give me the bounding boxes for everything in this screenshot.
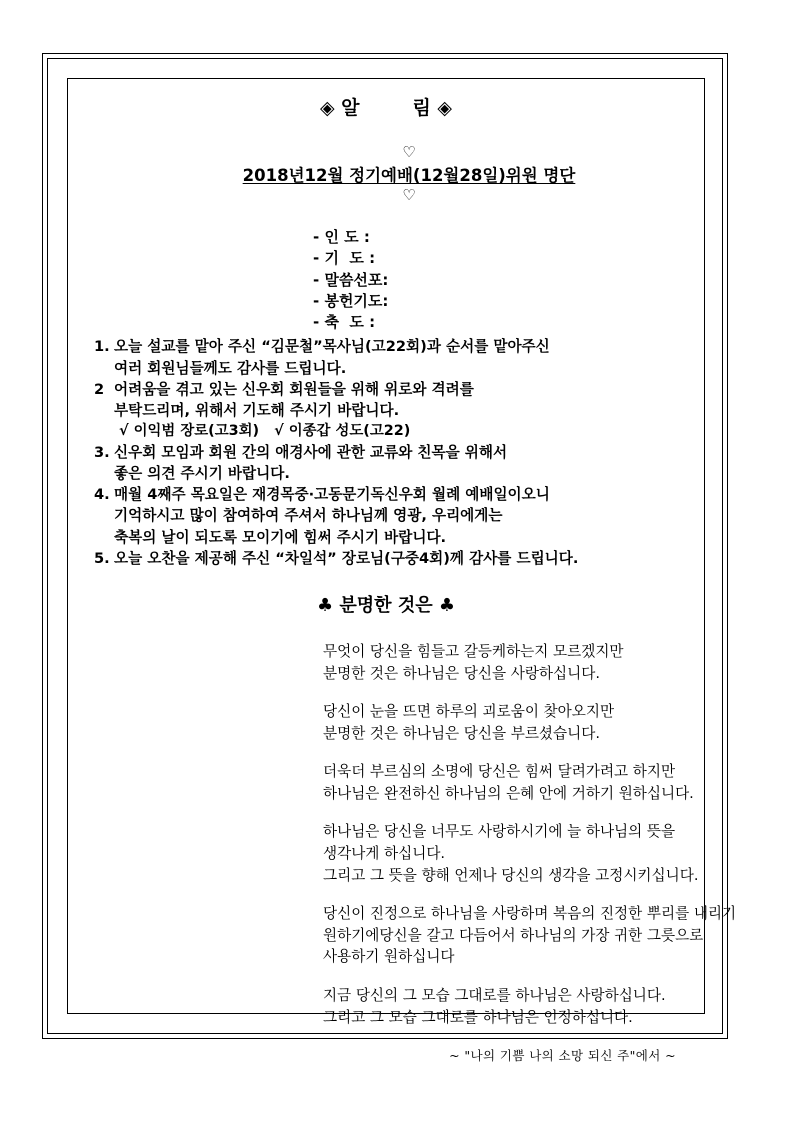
note-first-line — [94, 442, 694, 463]
poem-line: 원하기에당신을 갈고 다듬어서 하나님의 가장 귀한 그릇으로 — [323, 926, 704, 944]
note-item — [94, 442, 694, 484]
poem-line: 무엇이 당신을 힘들고 갈등케하는지 모르겠지만 — [323, 642, 624, 660]
notice-title: ◈ 알 림 ◈ — [319, 97, 453, 119]
notes-list — [78, 336, 694, 568]
poem-stanza — [323, 985, 694, 1028]
note-marker: 1. — [94, 338, 110, 356]
poem-line: 생각나게 하십니다. — [323, 845, 446, 863]
poem-line: 당신이 눈을 뜨면 하루의 괴로움이 찾아오지만 — [323, 703, 615, 721]
note-first-line — [94, 548, 694, 569]
poem-line: 그리고 그 모습 그대로를 하나님은 인정하십니다. — [323, 1008, 633, 1026]
note-item — [94, 379, 694, 442]
poem-line: 하나님은 완전하신 하나님의 은혜 안에 거하기 원하십니다. — [323, 784, 694, 802]
note-item — [94, 548, 694, 569]
document-content — [68, 79, 737, 1064]
poem-heading: ♣ 분명한 것은 ♣ — [316, 594, 455, 616]
poem-body — [78, 641, 737, 1028]
poem-line: 분명한 것은 하나님은 당신을 부르셨습니다. — [323, 724, 600, 742]
order-item-benediction: - 축 도 : — [313, 313, 376, 332]
heart-icon-left: ♡ — [402, 143, 416, 161]
order-item-sermon: - 말씀선포: — [313, 270, 389, 289]
order-item-offering-prayer: - 봉헌기도: — [313, 291, 389, 310]
poem-line: 하나님은 당신을 너무도 사랑하시기에 늘 하나님의 뜻을 — [323, 823, 676, 841]
heart-icon-right: ♡ — [402, 186, 416, 204]
note-item — [94, 336, 694, 378]
note-marker: 2 — [94, 380, 105, 398]
note-marker: 4. — [94, 486, 110, 504]
poem-attribution: ~ "나의 기쁨 나의 소망 되신 주"에서 ~ — [449, 1048, 676, 1064]
poem-stanza — [323, 903, 737, 968]
note-text: 축복의 날이 되도록 모이기에 힘써 주시기 바랍니다. — [114, 528, 447, 546]
note-text: 오늘 설교를 맡아 주신 “김문철”목사님(고22회)과 순서를 맡아주신 — [114, 338, 550, 356]
subtitle-row — [78, 124, 694, 224]
poem-line: 분명한 것은 하나님은 당신을 사랑하십니다. — [323, 664, 600, 682]
note-text: 여러 회원님들께도 감사를 드립니다. — [114, 359, 347, 377]
order-of-service-list — [78, 227, 694, 333]
note-text: 어려움을 겪고 있는 신우회 회원들을 위해 위로와 격려를 — [114, 380, 474, 398]
subtitle-text: 2018년12월 정기예배(12월28일)위원 명단 — [242, 166, 576, 185]
note-text: 부탁드리며, 위해서 기도해 주시기 바랍니다. — [114, 401, 400, 419]
note-first-line — [94, 484, 694, 505]
note-text: 오늘 오찬을 제공해 주신 “차일석” 장로님(구중4회)께 감사를 드립니다. — [114, 549, 579, 567]
poem-stanza — [323, 821, 699, 886]
note-text: 기억하시고 많이 참여하여 주셔서 하나님께 영광, 우리에게는 — [114, 507, 503, 525]
inner-border-frame — [67, 78, 737, 1064]
poem-line: 사용하기 원하십니다 — [323, 948, 455, 966]
order-item-induction: - 인 도 : — [313, 228, 370, 246]
note-item — [94, 484, 694, 547]
note-marker: 3. — [94, 443, 110, 461]
note-first-line — [94, 336, 694, 357]
poem-line: 더욱더 부르심의 소명에 당신은 힘써 달려가려고 하지만 — [323, 763, 676, 781]
poem-stanza — [323, 641, 694, 684]
note-first-line — [94, 379, 694, 400]
note-checkmark-line: √ 이익범 장로(고3회) √ 이종갑 성도(고22) — [119, 423, 411, 440]
poem-line: 그리고 그 뜻을 향해 언제나 당신의 생각을 고정시키십니다. — [323, 866, 699, 884]
poem-line: 당신이 진정으로 하나님을 사랑하며 복음의 진정한 뿌리를 내리기 — [323, 905, 737, 923]
note-text: 좋은 의견 주시기 바랍니다. — [114, 465, 290, 483]
note-text: 신우회 모임과 회원 간의 애경사에 관한 교류와 친목을 위해서 — [114, 443, 508, 461]
poem-stanza — [323, 761, 694, 804]
poem-stanza — [323, 701, 694, 744]
order-item-prayer: - 기 도 : — [313, 249, 376, 268]
note-marker: 5. — [94, 549, 110, 567]
note-text: 매월 4째주 목요일은 재경목중·고동문기독신우회 월례 예배일이오니 — [114, 486, 550, 504]
poem-line: 지금 당신의 그 모습 그대로를 하나님은 사랑하십니다. — [323, 987, 666, 1005]
